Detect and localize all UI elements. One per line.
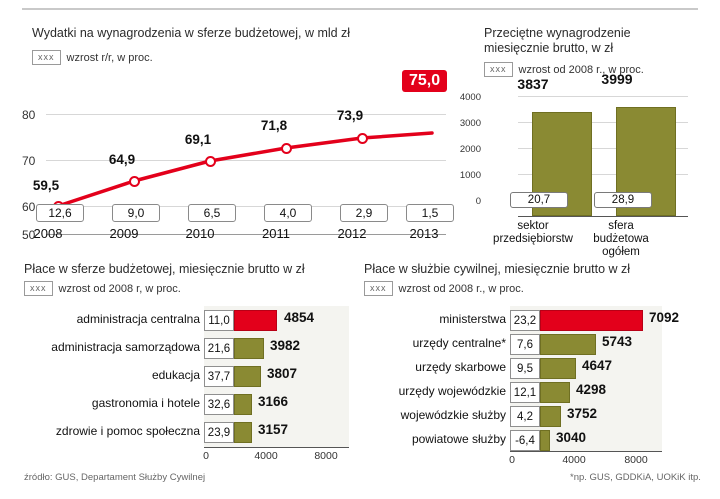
chart4-growth-box: -6,4 (510, 430, 540, 451)
chart-hbar-budget-sector (24, 262, 354, 462)
chart4-value: 4647 (582, 358, 613, 373)
table-row (364, 308, 704, 335)
data-point (129, 176, 140, 187)
chart3-category: administracja samorządowa (51, 340, 200, 354)
chart2-ytick-0: 0 (475, 196, 481, 207)
chart3-bar-highlight (234, 310, 277, 331)
chart2-value-label: 3999 (601, 71, 633, 87)
chart4-category: ministerstwa (439, 312, 506, 326)
chart4-axis (510, 451, 662, 452)
chart4-category: urzędy skarbowe (415, 360, 506, 374)
chart1-xtick: 2011 (262, 226, 290, 241)
chart4-bar (540, 382, 570, 403)
chart3-value: 3982 (270, 338, 301, 353)
chart2-xtick-line: przedsiębiorstw (493, 233, 573, 245)
chart4-growth-box: 12,1 (510, 382, 540, 403)
chart4-legend: wzrost od 2008 r., w proc. (398, 282, 524, 295)
chart2-xtick-line: sektor (517, 220, 549, 232)
table-row (364, 356, 704, 383)
chart4-xtick: 0 (509, 454, 515, 466)
data-point (205, 156, 216, 167)
chart2-xtick (580, 220, 662, 259)
chart3-legend: wzrost od 2008 r, w proc. (58, 282, 181, 295)
chart2-title: Przeciętne wynagrodzenie miesięcznie brutto, w zł (484, 26, 631, 55)
table-row (24, 392, 354, 419)
chart1-value-label: 59,5 (32, 178, 60, 193)
chart3-value: 3807 (267, 366, 298, 381)
chart4-xtick: 4000 (562, 454, 586, 466)
source-note-right: *np. GUS, GDDKiA, UOKiK itp. (570, 472, 701, 483)
chart1-growth-box: 12,6 (36, 204, 84, 222)
top-divider (22, 8, 698, 10)
chart1-growth-box: 4,0 (264, 204, 312, 222)
chart3-growth-box: 37,7 (204, 366, 234, 387)
table-row (364, 380, 704, 407)
chart1-value-label: 73,9 (336, 108, 364, 123)
chart4-category: urzędy wojewódzkie (398, 384, 506, 398)
chart4-bar (540, 406, 561, 427)
table-row (364, 332, 704, 359)
chart4-growth-box: 9,5 (510, 358, 540, 379)
table-row (364, 404, 704, 431)
chart4-bar (540, 334, 596, 355)
chart3-xtick: 8000 (314, 450, 338, 462)
chart1-xtick: 2013 (409, 226, 439, 241)
legend-badge-icon: xxx (32, 50, 61, 65)
chart1-legend: wzrost r/r, w proc. (66, 51, 153, 64)
chart1-value-label: 64,9 (108, 152, 136, 167)
chart3-growth-box: 32,6 (204, 394, 234, 415)
chart1-growth-box: 9,0 (112, 204, 160, 222)
chart2-xtick (492, 220, 574, 246)
chart4-growth-box: 4,2 (510, 406, 540, 427)
chart2-growth-box: 28,9 (594, 192, 652, 208)
data-point (357, 133, 368, 144)
chart1-title: Wydatki na wynagrodzenia w sferze budżetowej, w mld zł (32, 26, 351, 40)
chart3-value: 3166 (258, 394, 289, 409)
chart3-bar (234, 422, 252, 443)
chart3-growth-box: 21,6 (204, 338, 234, 359)
chart4-title: Płace w służbie cywilnej, miesięcznie brutto w zł (364, 262, 631, 276)
chart3-xtick: 4000 (254, 450, 278, 462)
chart4-bar (540, 358, 576, 379)
chart3-category: gastronomia i hotele (91, 396, 200, 410)
legend-badge-icon: xxx (364, 281, 393, 296)
chart3-title: Płace w sferze budżetowej, miesięcznie brutto w zł (24, 262, 305, 276)
chart3-category: administracja centralna (76, 312, 200, 326)
chart2-ytick-4000: 4000 (459, 92, 481, 103)
chart2-ytick-2000: 2000 (459, 144, 481, 155)
table-row (24, 364, 354, 391)
chart4-value: 7092 (649, 310, 680, 325)
chart2-ytick-3000: 3000 (459, 118, 481, 129)
chart-line-budget-wages (24, 26, 454, 246)
chart3-bar (234, 338, 264, 359)
chart3-bar (234, 394, 252, 415)
chart3-growth-box: 11,0 (204, 310, 234, 331)
data-point (281, 143, 292, 154)
chart1-ytick-80: 80 (22, 108, 36, 122)
chart3-xtick: 0 (203, 450, 209, 462)
chart2-legend: wzrost od 2008 r., w proc. (518, 63, 644, 76)
chart2-xtick-line: budżetowa (593, 233, 649, 245)
chart1-xtick: 2012 (337, 226, 367, 241)
chart1-ytick-60: 60 (22, 200, 36, 214)
gridline (518, 96, 688, 97)
chart3-axis (204, 447, 349, 448)
chart1-growth-box: 6,5 (188, 204, 236, 222)
chart4-bar (540, 430, 550, 451)
chart3-growth-box: 23,9 (204, 422, 234, 443)
chart3-value: 3157 (258, 422, 289, 437)
chart3-category: zdrowie i pomoc społeczna (55, 424, 200, 438)
table-row (24, 336, 354, 363)
chart1-ytick-70: 70 (22, 154, 36, 168)
chart3-bar (234, 366, 261, 387)
chart4-value: 4298 (576, 382, 607, 397)
chart3-category: edukacja (151, 368, 200, 382)
chart4-growth-box: 7,6 (510, 334, 540, 355)
chart-hbar-civil-service (364, 262, 704, 466)
chart1-growth-box: 1,5 (406, 204, 454, 222)
chart4-category: urzędy centralne* (412, 336, 506, 350)
legend-badge-icon: xxx (24, 281, 53, 296)
chart4-xtick: 8000 (624, 454, 648, 466)
chart3-plot (24, 306, 354, 462)
chart1-xtick: 2010 (185, 226, 215, 241)
chart2-ytick-1000: 1000 (459, 170, 481, 181)
chart4-category: powiatowe służby (411, 432, 506, 446)
chart4-value: 3040 (556, 430, 587, 445)
source-note-left: źródło: GUS, Departament Służby Cywilnej (24, 472, 206, 483)
chart2-growth-box: 20,7 (510, 192, 568, 208)
chart4-value: 3752 (567, 406, 598, 421)
chart2-xtick-line: sfera (608, 220, 634, 232)
chart1-xtick: 2008 (33, 226, 63, 241)
table-row (24, 420, 354, 447)
chart1-ytick-50: 50 (22, 228, 36, 242)
chart4-bar-highlight (540, 310, 643, 331)
chart2-xtick-line: ogółem (602, 246, 640, 258)
chart1-value-label: 69,1 (184, 132, 212, 147)
chart1-xtick: 2009 (109, 226, 139, 241)
table-row (24, 308, 354, 335)
chart4-growth-box: 23,2 (510, 310, 540, 331)
chart1-value-label-highlight: 75,0 (402, 70, 447, 92)
legend-badge-icon: xxx (484, 62, 513, 77)
chart4-category: wojewódzkie służby (400, 408, 506, 422)
chart3-value: 4854 (284, 310, 315, 325)
chart-bar-average-wage (459, 26, 704, 258)
chart2-value-label: 3837 (517, 76, 549, 92)
chart1-value-label: 71,8 (260, 118, 288, 133)
chart1-growth-box: 2,9 (340, 204, 388, 222)
chart4-value: 5743 (602, 334, 633, 349)
chart4-plot (364, 306, 704, 466)
